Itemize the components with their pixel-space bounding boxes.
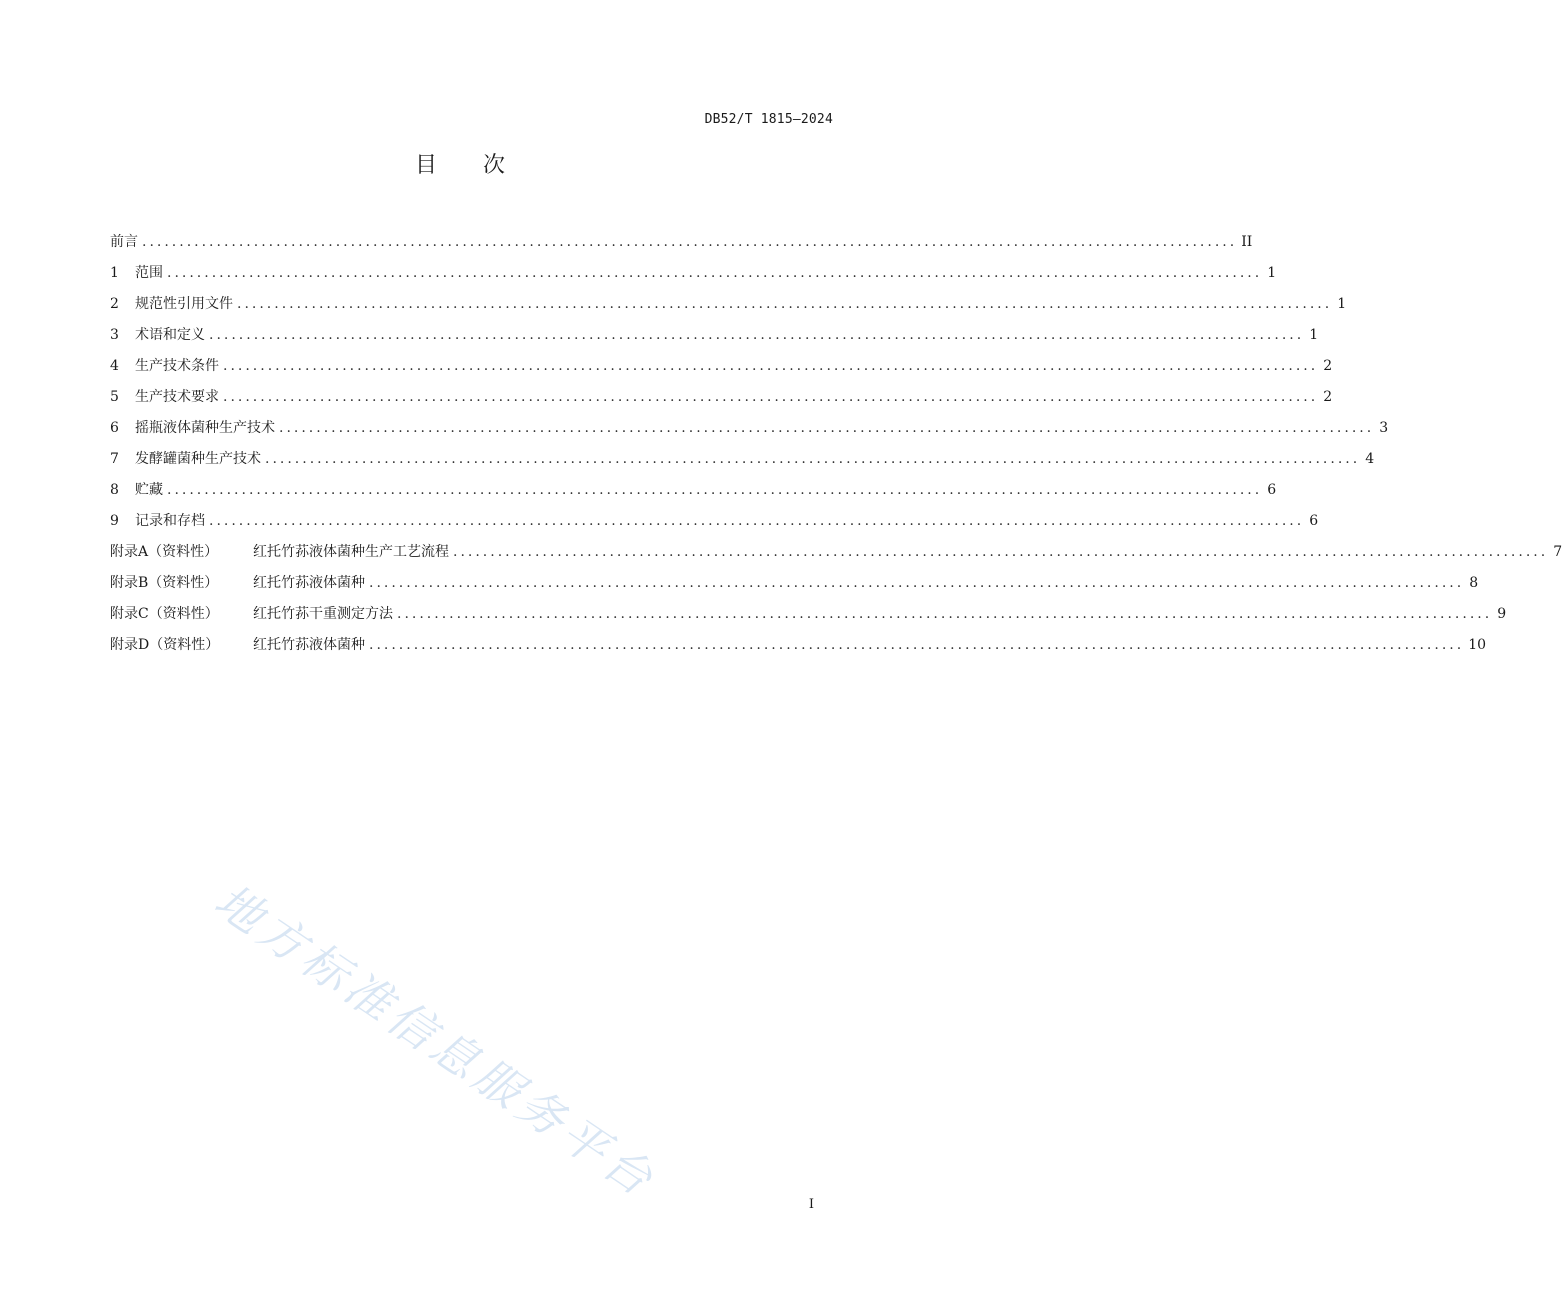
- toc-entry-number: 7: [110, 451, 119, 467]
- toc-entry-number: 9: [110, 513, 119, 529]
- toc-entry-page: 7: [1553, 544, 1562, 560]
- toc-entry-title: 范围: [135, 265, 163, 281]
- toc-entry-page: II: [1241, 234, 1253, 250]
- document-code: DB52/T 1815—2024: [704, 112, 833, 127]
- toc-entry-page: 8: [1469, 575, 1479, 591]
- toc-entry-2[interactable]: [110, 293, 1347, 324]
- toc-entry-5[interactable]: [110, 386, 1333, 417]
- toc-entry-page: 1: [1337, 296, 1347, 312]
- toc-entry-number: 4: [110, 358, 119, 374]
- toc-leader-dots: ...................................................................................................................................................: [223, 389, 1319, 405]
- toc-leader-dots: ...................................................................................................................................................: [279, 420, 1375, 436]
- toc-leader-dots: ...................................................................................................................................................: [209, 327, 1305, 343]
- toc-leader-dots: ...................................................................................................................................................: [142, 234, 1238, 250]
- page-number: I: [808, 1197, 814, 1212]
- table-of-contents: [110, 231, 1562, 665]
- toc-leader-dots: ...................................................................................................................................................: [369, 637, 1465, 653]
- toc-entry-title: 术语和定义: [135, 327, 205, 343]
- toc-leader-dots: ...................................................................................................................................................: [369, 575, 1465, 591]
- toc-entry-1[interactable]: [110, 262, 1277, 293]
- toc-leader-dots: ...................................................................................................................................................: [209, 513, 1305, 529]
- toc-entry-page: 1: [1267, 265, 1277, 281]
- toc-entry-7[interactable]: [110, 448, 1375, 479]
- toc-entry-title: 贮藏: [135, 482, 163, 498]
- toc-leader-dots: ...................................................................................................................................................: [237, 296, 1333, 312]
- toc-entry-annex-b[interactable]: [110, 572, 1479, 603]
- toc-annex-label: 附录A（资料性）: [110, 544, 219, 560]
- toc-entry-title: 发酵罐菌种生产技术: [135, 451, 261, 467]
- toc-entry-title: 前言: [110, 234, 138, 250]
- toc-entry-annex-d[interactable]: [110, 634, 1487, 665]
- toc-entry-annex-c[interactable]: [110, 603, 1507, 634]
- toc-annex-label: 附录D（资料性）: [110, 637, 220, 653]
- toc-entry-number: 1: [110, 265, 119, 281]
- toc-entry-title: 生产技术要求: [135, 389, 219, 405]
- toc-entry-title: 生产技术条件: [135, 358, 219, 374]
- toc-leader-dots: ...................................................................................................................................................: [223, 358, 1319, 374]
- toc-entry-number: 2: [110, 296, 119, 312]
- watermark: 地方标准信息服务平台: [205, 873, 667, 1209]
- toc-entry-page: 6: [1309, 513, 1319, 529]
- toc-entry-title: 规范性引用文件: [135, 296, 233, 312]
- toc-entry-6[interactable]: [110, 417, 1389, 448]
- toc-entry-page: 2: [1323, 358, 1333, 374]
- toc-leader-dots: ...................................................................................................................................................: [167, 482, 1263, 498]
- page-title: 目次: [414, 153, 551, 178]
- toc-entry-annex-a[interactable]: [110, 541, 1562, 572]
- toc-entry-title: 摇瓶液体菌种生产技术: [135, 420, 275, 436]
- toc-entry-page: 1: [1309, 327, 1319, 343]
- toc-entry-page: 4: [1365, 451, 1375, 467]
- toc-entry-page: 9: [1497, 606, 1507, 622]
- toc-leader-dots: ...................................................................................................................................................: [453, 544, 1549, 560]
- toc-entry-foreword[interactable]: [110, 231, 1253, 262]
- toc-leader-dots: ...................................................................................................................................................: [167, 265, 1263, 281]
- toc-entry-title: 红托竹荪液体菌种: [253, 637, 365, 653]
- toc-leader-dots: ...................................................................................................................................................: [265, 451, 1361, 467]
- toc-annex-label: 附录C（资料性）: [110, 606, 219, 622]
- toc-entry-title: 红托竹荪液体菌种: [253, 575, 365, 591]
- toc-leader-dots: ...................................................................................................................................................: [397, 606, 1493, 622]
- toc-entry-9[interactable]: [110, 510, 1319, 541]
- toc-entry-title: 红托竹荪液体菌种生产工艺流程: [253, 544, 449, 560]
- toc-entry-page: 2: [1323, 389, 1333, 405]
- toc-entry-3[interactable]: [110, 324, 1319, 355]
- toc-entry-4[interactable]: [110, 355, 1333, 386]
- toc-annex-label: 附录B（资料性）: [110, 575, 219, 591]
- toc-entry-number: 6: [110, 420, 119, 436]
- toc-entry-title: 记录和存档: [135, 513, 205, 529]
- toc-entry-number: 5: [110, 389, 119, 405]
- toc-entry-page: 3: [1379, 420, 1389, 436]
- toc-entry-page: 10: [1468, 637, 1487, 653]
- toc-entry-number: 8: [110, 482, 119, 498]
- toc-entry-page: 6: [1267, 482, 1277, 498]
- toc-entry-number: 3: [110, 327, 119, 343]
- toc-entry-8[interactable]: [110, 479, 1277, 510]
- toc-entry-title: 红托竹荪干重测定方法: [253, 606, 393, 622]
